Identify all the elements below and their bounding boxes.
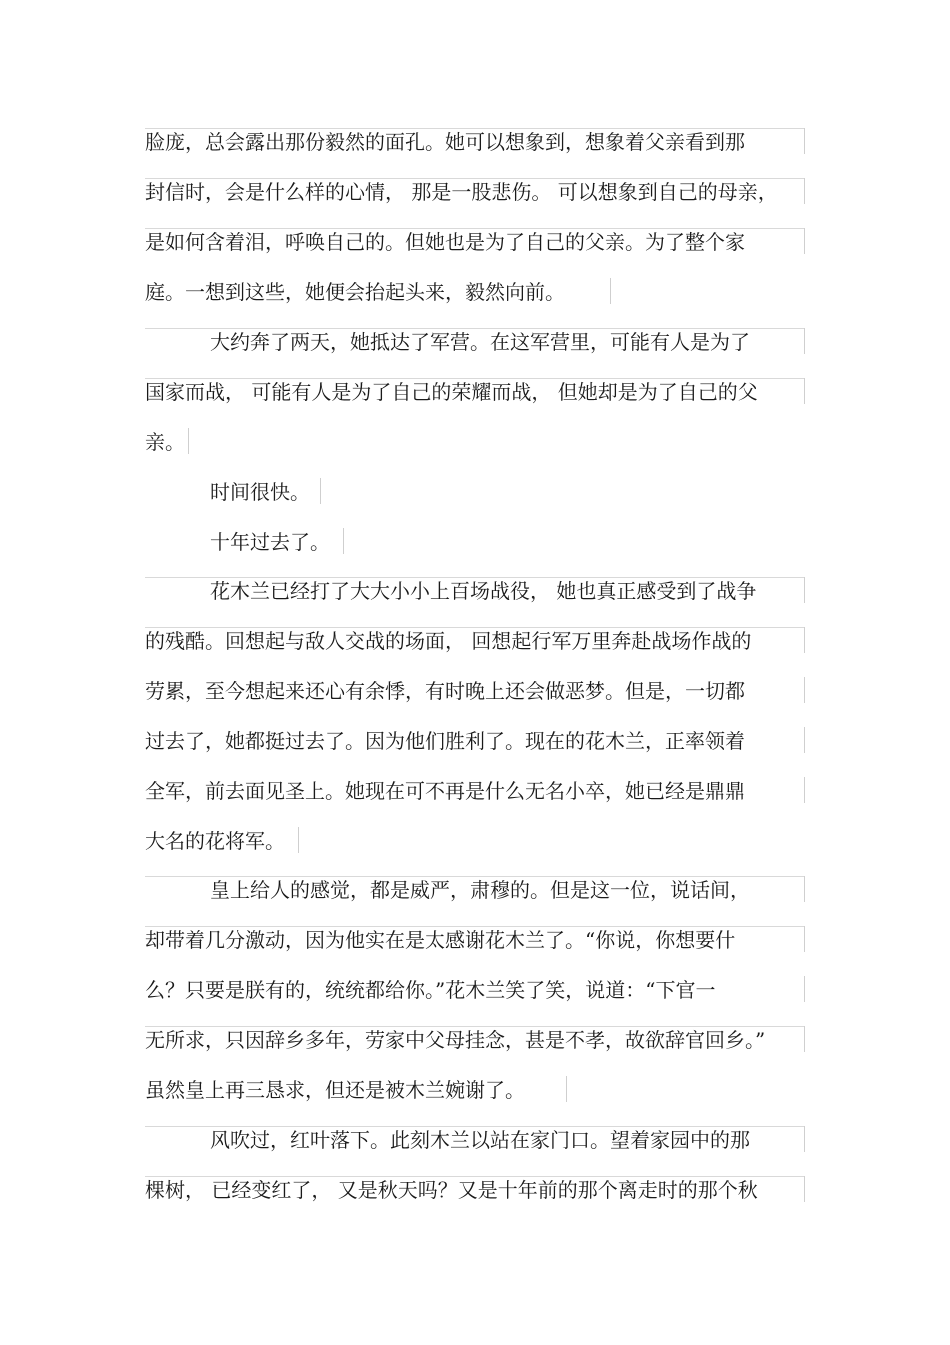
- paragraph-first-line: 花木兰已经打了大大小小上百场战役， 她也真正感受到了战争: [210, 579, 757, 603]
- text-line: 国家而战， 可能有人是为了自己的荣耀而战， 但她却是为了自己的父: [145, 380, 758, 404]
- paragraph-first-line: 风吹过，红叶落下。此刻木兰以站在家门口。望着家园中的那: [210, 1128, 750, 1152]
- rule-line: [804, 1176, 805, 1202]
- rule-line: [804, 1026, 805, 1052]
- rule-line: [298, 827, 299, 853]
- rule-line: [320, 478, 321, 504]
- rule-line: [804, 328, 805, 354]
- rule-line: [804, 1126, 805, 1152]
- rule-line: [804, 178, 805, 204]
- rule-line: [343, 528, 344, 554]
- text-line: 无所求，只因辞乡多年，劳家中父母挂念，甚是不孝，故欲辞官回乡。”: [145, 1028, 766, 1052]
- text-line: 是如何含着泪，呼唤自己的。但她也是为了自己的父亲。为了整个家: [145, 230, 745, 254]
- rule-line: [804, 777, 805, 803]
- rule-line: [804, 677, 805, 703]
- rule-line: [804, 627, 805, 653]
- rule-line: [804, 727, 805, 753]
- text-line: 大名的花将军。: [145, 829, 285, 853]
- text-line: 脸庞，总会露出那份毅然的面孔。她可以想象到，想象着父亲看到那: [145, 130, 745, 154]
- text-line: 却带着几分激动，因为他实在是太感谢花木兰了。“你说，你想要什: [145, 928, 736, 952]
- rule-line: [804, 876, 805, 902]
- rule-line: [804, 228, 805, 254]
- text-line: 庭。一想到这些，她便会抬起头来，毅然向前。: [145, 280, 565, 304]
- rule-line: [804, 976, 805, 1002]
- text-line: 封信时，会是什么样的心情， 那是一股悲伤。 可以想象到自己的母亲，: [145, 180, 778, 204]
- rule-line: [566, 1076, 567, 1102]
- rule-line: [804, 926, 805, 952]
- text-line: 么？只要是朕有的，统统都给你。”花木兰笑了笑，说道：“下官一: [145, 978, 716, 1002]
- text-line: 虽然皇上再三恳求，但还是被木兰婉谢了。: [145, 1078, 525, 1102]
- rule-line: [804, 577, 805, 603]
- rule-line: [804, 128, 805, 154]
- paragraph-first-line: 皇上给人的感觉，都是威严，肃穆的。但是这一位，说话间，: [210, 878, 750, 902]
- paragraph-first-line: 大约奔了两天，她抵达了军营。在这军营里，可能有人是为了: [210, 330, 750, 354]
- text-line: 棵树， 已经变红了， 又是秋天吗？又是十年前的那个离走时的那个秋: [145, 1178, 758, 1202]
- text-line: 亲。: [145, 430, 185, 454]
- text-line: 的残酷。回想起与敌人交战的场面， 回想起行军万里奔赴战场作战的: [145, 629, 752, 653]
- paragraph-first-line: 时间很快。: [210, 480, 310, 504]
- paragraph-first-line: 十年过去了。: [210, 530, 330, 554]
- text-line: 全军，前去面见圣上。她现在可不再是什么无名小卒，她已经是鼎鼎: [145, 779, 745, 803]
- rule-line: [610, 278, 611, 304]
- text-line: 过去了，她都挺过去了。因为他们胜利了。现在的花木兰，正率领着: [145, 729, 745, 753]
- rule-line: [188, 428, 189, 454]
- rule-line: [804, 378, 805, 404]
- text-line: 劳累，至今想起来还心有余悸，有时晚上还会做恶梦。但是，一切都: [145, 679, 745, 703]
